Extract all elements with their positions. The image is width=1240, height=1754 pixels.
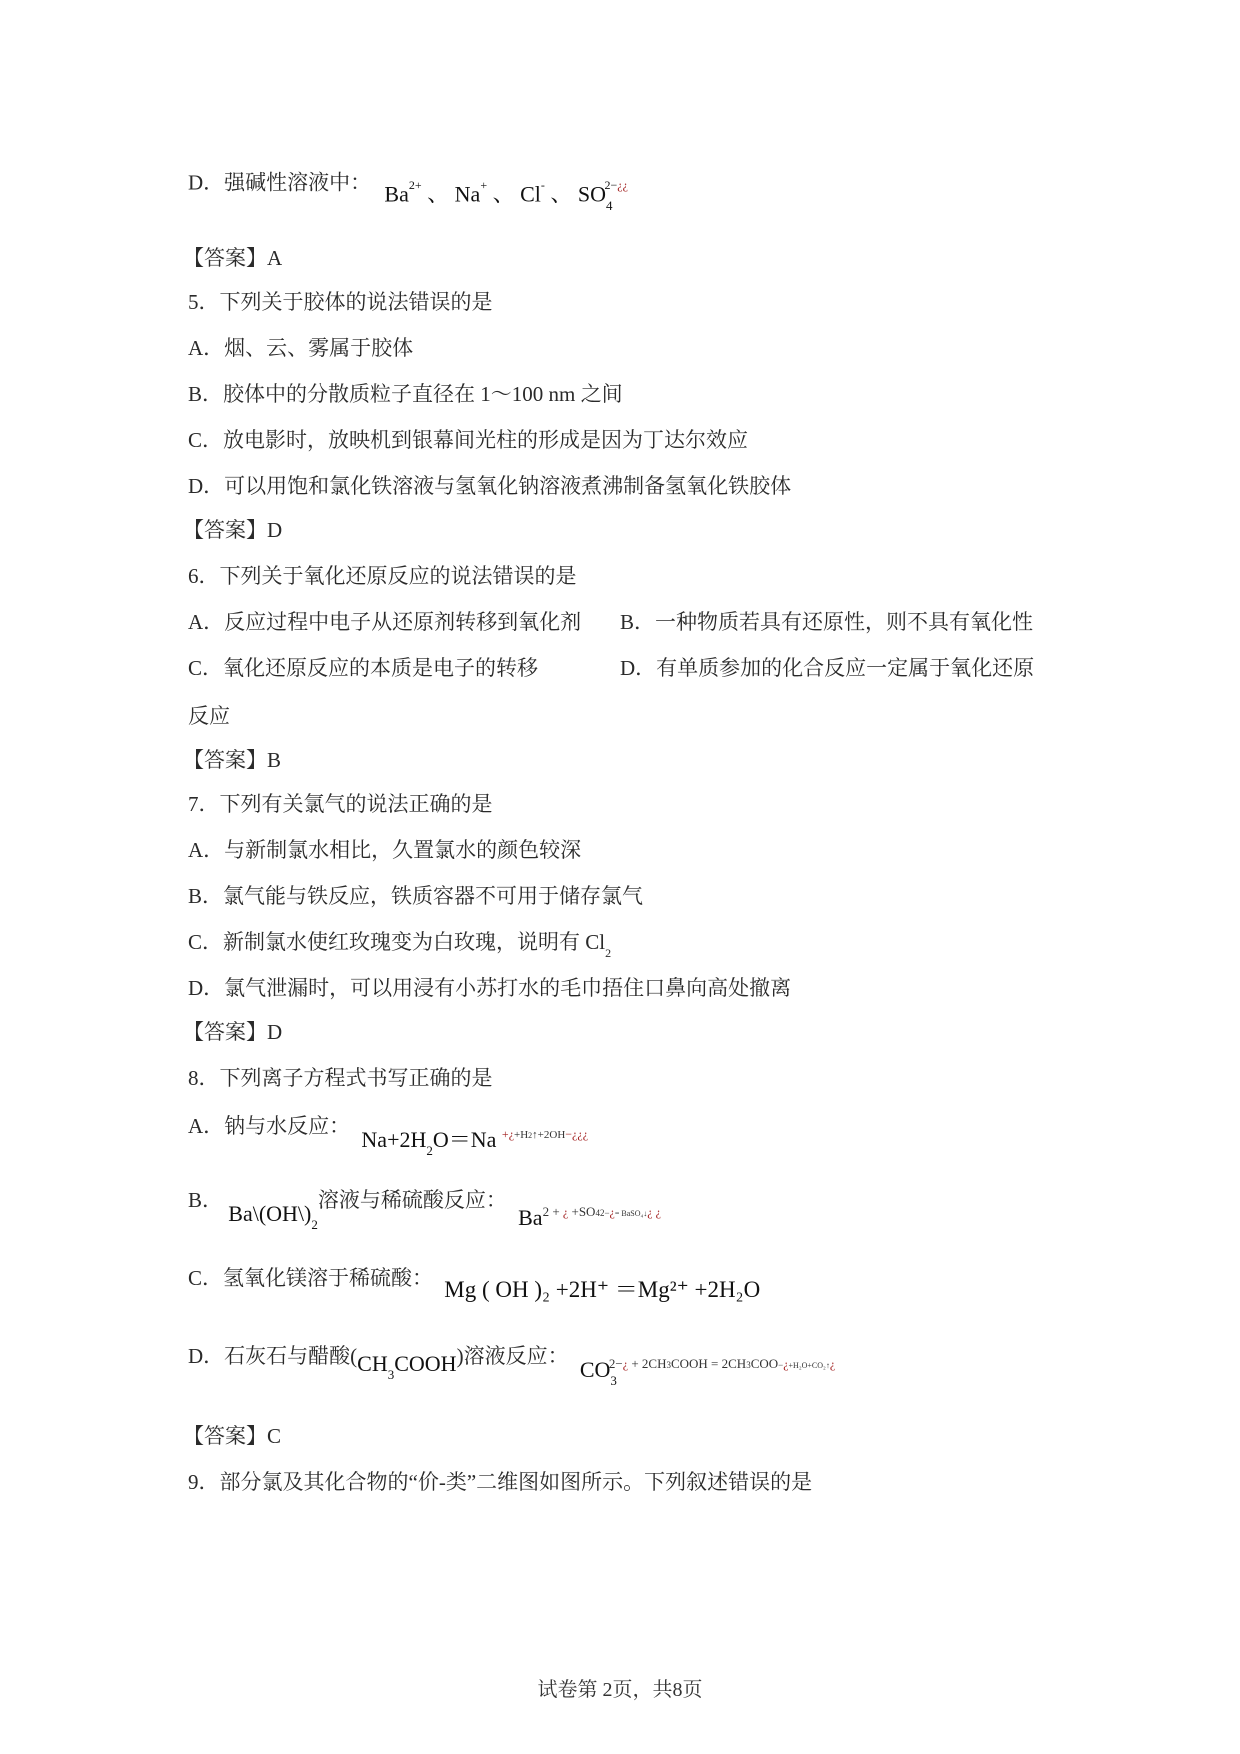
q8-option-b-text: 溶液与稀硫酸反应： [317, 1188, 507, 1212]
q8-answer: 【答案】C [183, 1424, 282, 1448]
q6-options-row1 [188, 608, 1034, 636]
page-footer: 试卷第 2页，共8页 [537, 1679, 703, 1701]
q4-option-d-formula: $Ba^{2+}$ 、 Na+ 、 Cl- 、 $SO_4^{2-¿¿}$ [384, 178, 628, 213]
q7-option-c: C．新制氯水使红玫瑰变为白玫瑰，说明有 $Cl_2$ [188, 930, 612, 961]
q4-option-d-label: D．强碱性溶液中： [188, 170, 372, 195]
q5-option-b: B．胶体中的分散质粒子直径在 1～100 nm 之间 [188, 382, 623, 406]
q4-answer: 【答案】A [183, 246, 283, 270]
q5-answer: 【答案】D [183, 518, 283, 542]
q8-option-c-formula: Mg ( OH )₂ +2H⁺ ＝Mg²⁺ +2H₂O [444, 1277, 761, 1302]
q8-option-a-formula: $Na+2H_2O=Na$ $^{+¿+H2↑+2OH-¿¿¿}$ [361, 1127, 589, 1159]
q6-options-row2 [188, 654, 1035, 682]
q8-option-c-label: C．氢氧化镁溶于稀硫酸： [188, 1266, 434, 1290]
q6-option-d: D．有单质参加的化合反应一定属于氧化还原 [620, 656, 1035, 680]
q7-option-d: D．氯气泄漏时，可以用浸有小苏打水的毛巾捂住口鼻向高处撤离 [188, 976, 792, 1000]
q6-stem: 6．下列关于氧化还原反应的说法错误的是 [188, 564, 577, 588]
q8-option-b [188, 1186, 661, 1233]
q6-option-b: B．一种物质若具有还原性，则不具有氧化性 [620, 610, 1034, 634]
q9-stem: 9．部分氯及其化合物的“价-类”二维图如图所示。下列叙述错误的是 [188, 1470, 813, 1494]
q7-option-b: B．氯气能与铁反应，铁质容器不可用于储存氯气 [188, 884, 644, 908]
q5-option-a: A．烟、云、雾属于胶体 [188, 336, 414, 360]
q8-option-b-label: B． [188, 1188, 224, 1212]
q8-option-a [188, 1112, 589, 1159]
q8-option-d: D．石灰石与醋酸$(CH_3COOH)$溶液反应： $CO_3^{2-¿ + 2CH3COOH = 2CH3COO-¿+H_2O+CO_2↑¿}$ [188, 1342, 835, 1378]
q7-stem: 7．下列有关氯气的说法正确的是 [188, 792, 493, 816]
q8-option-d-text: 溶液反应： [463, 1344, 569, 1368]
q6-option-a: A．反应过程中电子从还原剂转移到氧化剂 [188, 610, 582, 634]
q8-option-b-formula-prefix: $Ba\backslash(OH\backslash)_2$ [228, 1201, 318, 1233]
q6-option-d-continued: 反应 [188, 704, 230, 728]
q6-answer: 【答案】B [183, 748, 282, 772]
q8-option-c [188, 1264, 761, 1302]
q8-stem: 8．下列离子方程式书写正确的是 [188, 1066, 493, 1090]
q8-option-a-label: A．钠与水反应： [188, 1114, 351, 1138]
q5-option-d: D．可以用饱和氯化铁溶液与氢氧化钠溶液煮沸制备氢氧化铁胶体 [188, 474, 792, 498]
q6-option-c: C．氧化还原反应的本质是电子的转移 [188, 656, 539, 680]
q8-option-d-label: D．石灰石与醋酸 [188, 1344, 351, 1368]
q7-option-a: A．与新制氯水相比，久置氯水的颜色较深 [188, 838, 582, 862]
q5-option-c: C．放电影时，放映机到银幕间光柱的形成是因为丁达尔效应 [188, 428, 749, 452]
q8-option-d-formula: $CO_3^{2-¿ + 2CH3COOH = 2CH3COO-¿+H_2O+CO_2↑¿}$ [579, 1356, 836, 1389]
q8-option-d-acid: $CH_3COOH$ [357, 1351, 457, 1383]
q5-stem: 5．下列关于胶体的说法错误的是 [188, 290, 493, 314]
q8-option-b-formula: $Ba^{2 + ¿ +SO42-¿= BaSO_4↓¿ ¿}$ [518, 1204, 661, 1230]
q4-option-d [188, 163, 628, 213]
q7-answer: 【答案】D [183, 1020, 283, 1044]
